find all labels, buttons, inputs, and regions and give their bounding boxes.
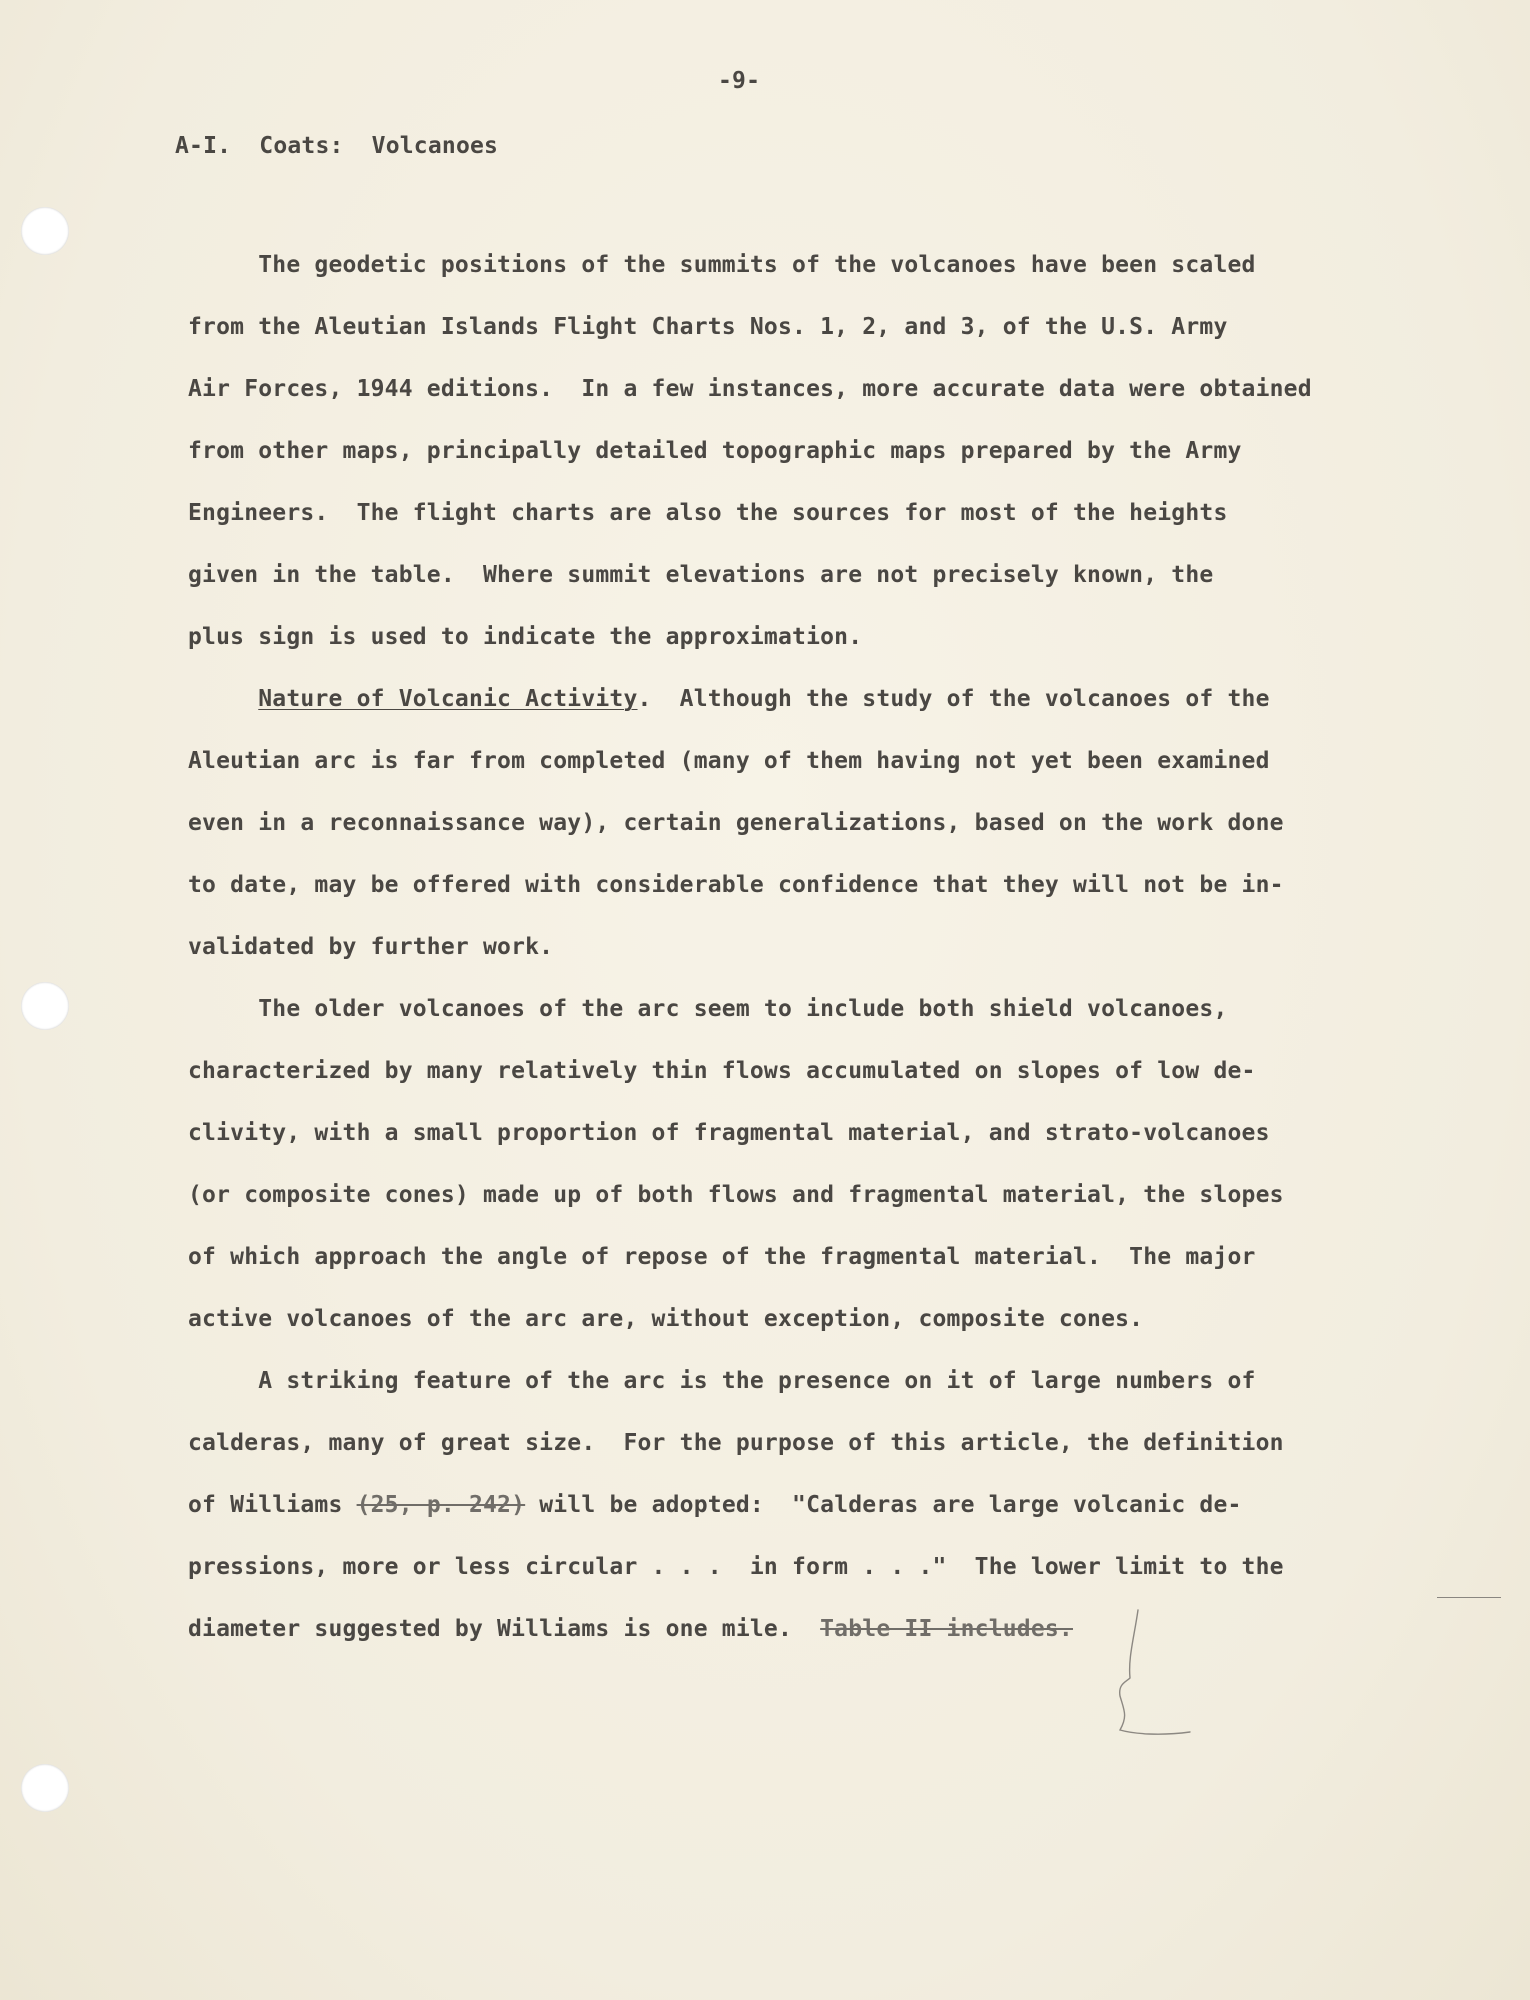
- margin-mark: [1437, 1597, 1501, 1598]
- text-line: even in a reconnaissance way), certain generalizations, based on the work done: [188, 810, 1284, 836]
- running-header: A-I. Coats: Volcanoes: [175, 133, 499, 159]
- text-line: active volcanoes of the arc are, without exception, composite cones.: [188, 1306, 1144, 1332]
- text-line: clivity, with a small proportion of fragmental material, and strato-volcanoes: [188, 1120, 1270, 1146]
- text-line: characterized by many relatively thin flows accumulated on slopes of low de-: [188, 1058, 1256, 1084]
- text-line: Aleutian arc is far from completed (many of them having not yet been examined: [188, 748, 1270, 774]
- struck-citation: (25, p. 242): [356, 1492, 526, 1518]
- text-line: A striking feature of the arc is the presence on it of large numbers of: [188, 1368, 1256, 1394]
- pencil-annotation-mark: [1100, 1598, 1200, 1748]
- text-line: pressions, more or less circular . . . in form . . ." The lower limit to the: [188, 1554, 1284, 1580]
- text-span: of Williams: [188, 1492, 357, 1518]
- section-heading: Nature of Volcanic Activity: [258, 686, 638, 712]
- punch-hole: [21, 982, 69, 1030]
- text-line: [188, 1612, 1428, 1674]
- indent: [188, 686, 258, 712]
- punch-hole: [21, 207, 69, 255]
- text-line: plus sign is used to indicate the approximation.: [188, 624, 863, 650]
- struck-text: Table II includes.: [820, 1616, 1073, 1642]
- text-line: Air Forces, 1944 editions. In a few instances, more accurate data were obtained: [188, 376, 1312, 402]
- body-text: [188, 248, 1428, 1674]
- text-line: [188, 1488, 1428, 1550]
- text-line: of which approach the angle of repose of the fragmental material. The major: [188, 1244, 1256, 1270]
- text-span: . Although the study of the volcanoes of the: [637, 686, 1270, 712]
- text-line: to date, may be offered with considerable confidence that they will not be in-: [188, 872, 1284, 898]
- text-line: (or composite cones) made up of both flows and fragmental material, the slopes: [188, 1182, 1284, 1208]
- text-line: validated by further work.: [188, 934, 554, 960]
- text-line: given in the table. Where summit elevations are not precisely known, the: [188, 562, 1214, 588]
- text-line: The geodetic positions of the summits of the volcanoes have been scaled: [188, 252, 1256, 278]
- text-line: The older volcanoes of the arc seem to include both shield volcanoes,: [188, 996, 1228, 1022]
- text-span: diameter suggested by Williams is one mile.: [188, 1616, 821, 1642]
- punch-hole: [21, 1764, 69, 1812]
- text-line: [188, 682, 1428, 744]
- text-span: will be adopted: "Calderas are large volcanic de-: [525, 1492, 1242, 1518]
- text-line: from the Aleutian Islands Flight Charts Nos. 1, 2, and 3, of the U.S. Army: [188, 314, 1228, 340]
- text-line: from other maps, principally detailed topographic maps prepared by the Army: [188, 438, 1242, 464]
- page-number: -9-: [718, 68, 761, 94]
- text-line: calderas, many of great size. For the purpose of this article, the definition: [188, 1430, 1284, 1456]
- text-line: Engineers. The flight charts are also the sources for most of the heights: [188, 500, 1228, 526]
